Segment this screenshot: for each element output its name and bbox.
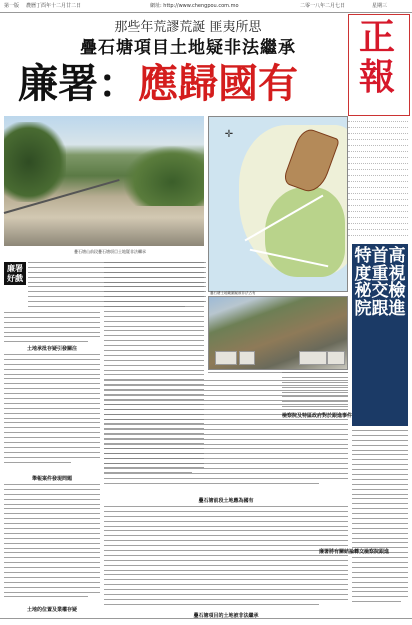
article-column-4 [282, 372, 348, 411]
aerial-photo [208, 296, 348, 370]
section-title: 疊石塘前段土地應為國有 [198, 498, 254, 504]
building-shape [239, 351, 255, 365]
article-wide-block-2 [104, 506, 348, 609]
article-column-1c [4, 484, 100, 601]
section-title: 檢察院及特區政府對於跟進事件 [282, 413, 353, 419]
side-headline: 特首高度重視秘交檢院跟進 [354, 246, 406, 319]
masthead [348, 14, 410, 116]
headline-main [18, 60, 338, 108]
section-title: 土地的位置及業權存疑 [26, 607, 77, 613]
masthead-title: 正報 [358, 16, 395, 98]
headline-main-black: 廉署： [18, 61, 138, 107]
section-title: 廉署將有關結論轉交檢察院跟進 [318, 549, 389, 555]
building-shape [299, 351, 327, 365]
weekday: 星期三 [372, 3, 388, 9]
headline-sub: 疊石塘項目土地疑非法繼承 [80, 38, 296, 58]
website: 網址: http://www.chengpou.com.mo [150, 3, 239, 9]
site-map [208, 116, 348, 292]
headline-main-red: 應歸國有 [138, 61, 298, 107]
section-title: 疊石塘項目的土地被非法繼承 [193, 613, 259, 619]
column-tag: 廉署好戲 [4, 262, 26, 285]
top-strip [0, 0, 412, 13]
photo-caption: 疊石塘山前段疊石塘項目土地疑非法繼承 [74, 249, 146, 254]
article-column-1b [4, 354, 100, 466]
building-shape [215, 351, 237, 365]
section-title: 土地承批存疑引發關注 [26, 346, 77, 352]
side-headline-box [352, 244, 408, 426]
lunar-date: 農曆丁酉年十二月廿二日 [26, 3, 82, 9]
trees-shape [4, 122, 66, 202]
masthead-info-box [348, 116, 408, 238]
compass-icon: ✛ [224, 129, 234, 140]
map-caption: 疊石塘土地範圍疑被非法占有 [210, 291, 256, 295]
map-green-area [265, 187, 345, 277]
issue-date: 二零一八年二月七日 [300, 3, 346, 9]
side-article [352, 430, 408, 620]
section-title: 舉報案件發現問題 [31, 476, 72, 482]
page-number: 第一版 [4, 3, 20, 9]
site-photo [4, 116, 204, 246]
hill-shape [124, 146, 204, 206]
article-column-1 [4, 312, 100, 346]
building-shape [327, 351, 345, 365]
headline-kicker: 那些年荒謬荒誕 匪夷所思 [114, 20, 262, 35]
